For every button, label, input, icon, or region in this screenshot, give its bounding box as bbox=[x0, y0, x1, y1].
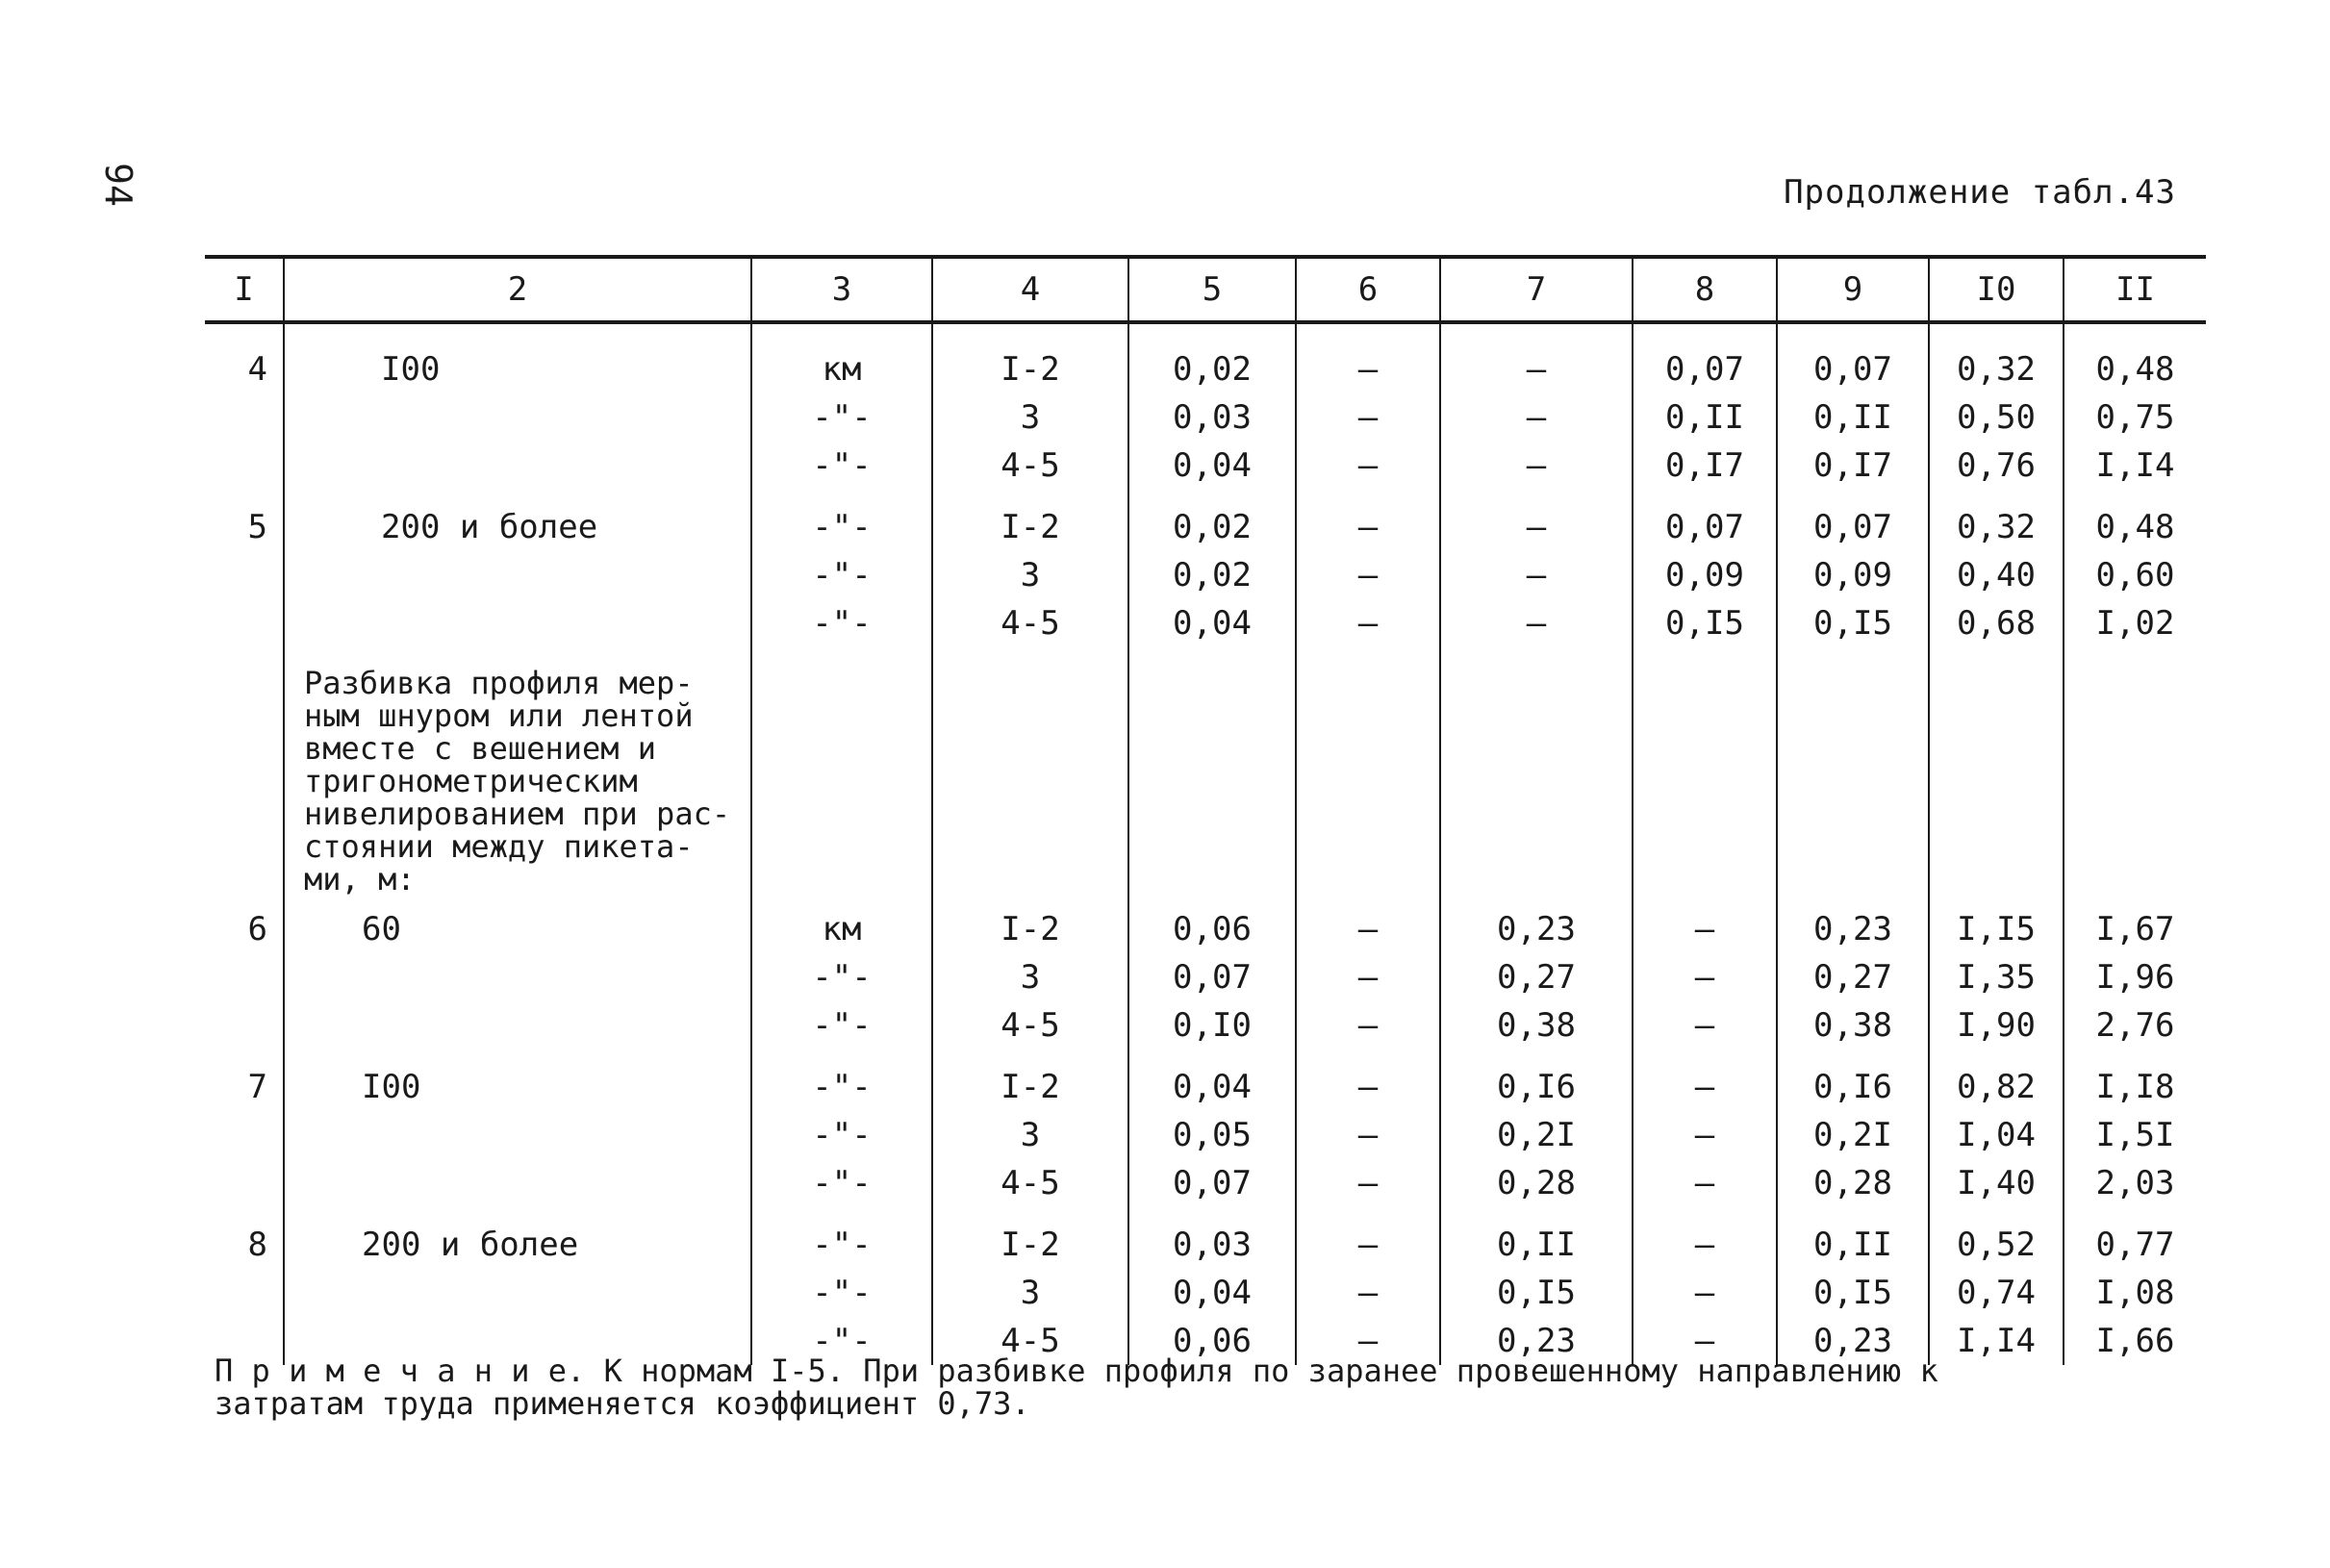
value-cell-c6: – bbox=[1296, 490, 1440, 551]
value-cell-c9: 0,38 bbox=[1777, 1001, 1929, 1050]
value-cell-unit: -"- bbox=[751, 1001, 932, 1050]
value-cell-c10: 0,82 bbox=[1929, 1050, 2064, 1111]
row-number-cell: 8 bbox=[247, 1226, 267, 1264]
value-cell-c8: – bbox=[1633, 1111, 1777, 1159]
column-header: I0 bbox=[1929, 257, 2064, 322]
value-cell-c10: 0,40 bbox=[1929, 551, 2064, 599]
work-name-cell bbox=[284, 393, 751, 442]
value-cell-c7: – bbox=[1440, 599, 1633, 647]
section-description-row bbox=[205, 647, 2206, 905]
value-cell-unit: км bbox=[751, 905, 932, 953]
value-cell-c6: – bbox=[1296, 1111, 1440, 1159]
column-header: II bbox=[2064, 257, 2206, 322]
empty-cell bbox=[1777, 647, 1929, 905]
table-row bbox=[205, 393, 2206, 442]
empty-cell bbox=[751, 647, 932, 905]
empty-cell bbox=[1296, 647, 1440, 905]
value-cell-unit: -"- bbox=[751, 393, 932, 442]
value-cell-c11: 0,48 bbox=[2064, 490, 2206, 551]
section-description: Разбивка профиля мер- ным шнуром или лентой вместе с вешением и тригонометрическим нивелированием при рас- стоянии между пикета- ми, м: bbox=[284, 647, 751, 905]
table-row bbox=[205, 551, 2206, 599]
norms-table bbox=[205, 255, 2206, 1365]
value-cell-c8: – bbox=[1633, 1001, 1777, 1050]
value-cell-c9: 0,2I bbox=[1777, 1111, 1929, 1159]
value-cell-cat: I-2 bbox=[932, 1050, 1128, 1111]
value-cell-c5: 0,03 bbox=[1128, 393, 1296, 442]
column-header: 5 bbox=[1128, 257, 1296, 322]
table-note: П р и м е ч а н и е. К нормам I-5. При разбивке профиля по заранее провешенному направлению к затратам труда применяется коэффициент 0,73. bbox=[215, 1353, 1938, 1422]
value-cell-c11: I,96 bbox=[2064, 953, 2206, 1001]
value-cell-c11: 0,75 bbox=[2064, 393, 2206, 442]
row-number-cell bbox=[205, 1111, 284, 1159]
empty-cell bbox=[1633, 647, 1777, 905]
table-row bbox=[205, 905, 2206, 953]
work-name-cell: I00 bbox=[284, 1050, 751, 1111]
row-number-cell: 4 bbox=[247, 350, 267, 389]
value-cell-unit: -"- bbox=[751, 1317, 932, 1365]
row-number-cell bbox=[205, 953, 284, 1001]
value-cell-c5: 0,04 bbox=[1128, 1050, 1296, 1111]
value-cell-c6: – bbox=[1296, 905, 1440, 953]
norms-table-container bbox=[205, 255, 2206, 1365]
table-row bbox=[205, 1111, 2206, 1159]
value-cell-unit: -"- bbox=[751, 1111, 932, 1159]
empty-cell bbox=[932, 647, 1128, 905]
column-header: 4 bbox=[932, 257, 1128, 322]
value-cell-c5: 0,06 bbox=[1128, 905, 1296, 953]
value-cell-cat: I-2 bbox=[932, 905, 1128, 953]
value-cell-c9: 0,27 bbox=[1777, 953, 1929, 1001]
row-number-cell bbox=[205, 1001, 284, 1050]
value-cell-c6: – bbox=[1296, 1317, 1440, 1365]
value-cell-unit: км bbox=[751, 322, 932, 393]
value-cell-c9: 0,I5 bbox=[1777, 1269, 1929, 1317]
work-name-cell bbox=[284, 599, 751, 647]
empty-cell bbox=[1128, 647, 1296, 905]
value-cell-c7: 0,23 bbox=[1440, 1317, 1633, 1365]
row-number-cell bbox=[205, 599, 284, 647]
value-cell-c5: 0,02 bbox=[1128, 551, 1296, 599]
value-cell-c11: I,67 bbox=[2064, 905, 2206, 953]
value-cell-c7: – bbox=[1440, 322, 1633, 393]
work-name-cell: I00 bbox=[284, 322, 751, 393]
value-cell-c10: 0,52 bbox=[1929, 1207, 2064, 1269]
value-cell-c7: 0,38 bbox=[1440, 1001, 1633, 1050]
column-header: I bbox=[205, 257, 284, 322]
value-cell-c7: – bbox=[1440, 442, 1633, 490]
value-cell-c9: 0,I6 bbox=[1777, 1050, 1929, 1111]
work-name-cell bbox=[284, 953, 751, 1001]
value-cell-cat: 3 bbox=[932, 953, 1128, 1001]
empty-cell bbox=[205, 647, 284, 905]
row-number-cell bbox=[205, 1159, 284, 1207]
value-cell-c9: 0,07 bbox=[1777, 490, 1929, 551]
work-name-cell bbox=[284, 551, 751, 599]
table-row bbox=[205, 1159, 2206, 1207]
value-cell-c9: 0,II bbox=[1777, 393, 1929, 442]
value-cell-c6: – bbox=[1296, 393, 1440, 442]
value-cell-c7: – bbox=[1440, 551, 1633, 599]
table-row bbox=[205, 599, 2206, 647]
value-cell-c9: 0,II bbox=[1777, 1207, 1929, 1269]
value-cell-c5: 0,04 bbox=[1128, 442, 1296, 490]
value-cell-c5: 0,04 bbox=[1128, 599, 1296, 647]
table-continuation-label: Продолжение табл.43 bbox=[1784, 173, 2176, 212]
value-cell-unit: -"- bbox=[751, 442, 932, 490]
work-name-cell bbox=[284, 1001, 751, 1050]
value-cell-c11: 2,03 bbox=[2064, 1159, 2206, 1207]
value-cell-c11: I,I8 bbox=[2064, 1050, 2206, 1111]
value-cell-cat: 4-5 bbox=[932, 1317, 1128, 1365]
value-cell-c10: 0,74 bbox=[1929, 1269, 2064, 1317]
empty-cell bbox=[2064, 647, 2206, 905]
value-cell-c11: I,08 bbox=[2064, 1269, 2206, 1317]
value-cell-c7: 0,23 bbox=[1440, 905, 1633, 953]
table-row bbox=[205, 1269, 2206, 1317]
row-number-cell bbox=[205, 442, 284, 490]
value-cell-c10: I,04 bbox=[1929, 1111, 2064, 1159]
row-number-cell bbox=[205, 393, 284, 442]
value-cell-c6: – bbox=[1296, 953, 1440, 1001]
work-name-cell: 60 bbox=[284, 905, 751, 953]
value-cell-c11: I,5I bbox=[2064, 1111, 2206, 1159]
value-cell-c9: 0,23 bbox=[1777, 1317, 1929, 1365]
value-cell-c5: 0,07 bbox=[1128, 953, 1296, 1001]
value-cell-c10: I,I5 bbox=[1929, 905, 2064, 953]
value-cell-c11: 2,76 bbox=[2064, 1001, 2206, 1050]
value-cell-c9: 0,09 bbox=[1777, 551, 1929, 599]
value-cell-c7: 0,I5 bbox=[1440, 1269, 1633, 1317]
work-name-cell bbox=[284, 442, 751, 490]
column-header: 3 bbox=[751, 257, 932, 322]
value-cell-c6: – bbox=[1296, 1207, 1440, 1269]
value-cell-c7: 0,28 bbox=[1440, 1159, 1633, 1207]
value-cell-c10: I,I4 bbox=[1929, 1317, 2064, 1365]
value-cell-cat: 4-5 bbox=[932, 599, 1128, 647]
value-cell-c6: – bbox=[1296, 1269, 1440, 1317]
column-header: 2 bbox=[284, 257, 751, 322]
table-row bbox=[205, 953, 2206, 1001]
value-cell-c8: 0,07 bbox=[1633, 322, 1777, 393]
work-name-cell: 200 и более bbox=[284, 1207, 751, 1269]
row-number-cell: 7 bbox=[247, 1068, 267, 1106]
row-number-cell: 5 bbox=[247, 508, 267, 546]
value-cell-c5: 0,02 bbox=[1128, 490, 1296, 551]
column-header: 8 bbox=[1633, 257, 1777, 322]
value-cell-c6: – bbox=[1296, 551, 1440, 599]
value-cell-c8: 0,II bbox=[1633, 393, 1777, 442]
work-name-cell bbox=[284, 1269, 751, 1317]
value-cell-cat: I-2 bbox=[932, 490, 1128, 551]
value-cell-cat: 4-5 bbox=[932, 1001, 1128, 1050]
row-number-cell bbox=[205, 551, 284, 599]
value-cell-unit: -"- bbox=[751, 599, 932, 647]
value-cell-c8: – bbox=[1633, 1269, 1777, 1317]
value-cell-unit: -"- bbox=[751, 551, 932, 599]
value-cell-c10: 0,32 bbox=[1929, 490, 2064, 551]
header-row bbox=[205, 257, 2206, 322]
value-cell-unit: -"- bbox=[751, 490, 932, 551]
value-cell-c5: 0,I0 bbox=[1128, 1001, 1296, 1050]
value-cell-c9: 0,07 bbox=[1777, 322, 1929, 393]
value-cell-c6: – bbox=[1296, 1001, 1440, 1050]
value-cell-c8: – bbox=[1633, 1159, 1777, 1207]
page-number: 94 bbox=[96, 163, 139, 207]
table-row bbox=[205, 1050, 2206, 1111]
value-cell-c9: 0,I5 bbox=[1777, 599, 1929, 647]
table-row bbox=[205, 1207, 2206, 1269]
table-row bbox=[205, 1001, 2206, 1050]
value-cell-c10: 0,68 bbox=[1929, 599, 2064, 647]
value-cell-c6: – bbox=[1296, 1050, 1440, 1111]
work-name-cell bbox=[284, 1159, 751, 1207]
value-cell-c5: 0,02 bbox=[1128, 322, 1296, 393]
value-cell-c7: 0,II bbox=[1440, 1207, 1633, 1269]
column-header: 9 bbox=[1777, 257, 1929, 322]
value-cell-c11: 0,48 bbox=[2064, 322, 2206, 393]
value-cell-c11: I,I4 bbox=[2064, 442, 2206, 490]
value-cell-c11: I,02 bbox=[2064, 599, 2206, 647]
value-cell-c11: 0,77 bbox=[2064, 1207, 2206, 1269]
value-cell-c5: 0,03 bbox=[1128, 1207, 1296, 1269]
table-row bbox=[205, 442, 2206, 490]
value-cell-c10: I,40 bbox=[1929, 1159, 2064, 1207]
row-number-cell: 6 bbox=[247, 910, 267, 948]
value-cell-cat: 4-5 bbox=[932, 442, 1128, 490]
value-cell-c8: – bbox=[1633, 1050, 1777, 1111]
value-cell-c8: 0,09 bbox=[1633, 551, 1777, 599]
value-cell-c8: – bbox=[1633, 1207, 1777, 1269]
value-cell-c8: – bbox=[1633, 905, 1777, 953]
table-row bbox=[205, 490, 2206, 551]
value-cell-c5: 0,05 bbox=[1128, 1111, 1296, 1159]
column-header: 7 bbox=[1440, 257, 1633, 322]
value-cell-c9: 0,I7 bbox=[1777, 442, 1929, 490]
value-cell-c6: – bbox=[1296, 322, 1440, 393]
value-cell-c6: – bbox=[1296, 1159, 1440, 1207]
value-cell-c7: – bbox=[1440, 393, 1633, 442]
value-cell-c6: – bbox=[1296, 442, 1440, 490]
work-name-cell bbox=[284, 1111, 751, 1159]
value-cell-c5: 0,06 bbox=[1128, 1317, 1296, 1365]
value-cell-c9: 0,23 bbox=[1777, 905, 1929, 953]
value-cell-c8: 0,I7 bbox=[1633, 442, 1777, 490]
value-cell-cat: 3 bbox=[932, 1111, 1128, 1159]
value-cell-unit: -"- bbox=[751, 953, 932, 1001]
value-cell-c10: 0,76 bbox=[1929, 442, 2064, 490]
value-cell-c11: I,66 bbox=[2064, 1317, 2206, 1365]
table-body bbox=[205, 322, 2206, 1365]
value-cell-c10: I,90 bbox=[1929, 1001, 2064, 1050]
work-name-cell: 200 и более bbox=[284, 490, 751, 551]
value-cell-cat: 3 bbox=[932, 1269, 1128, 1317]
value-cell-unit: -"- bbox=[751, 1050, 932, 1111]
value-cell-c9: 0,28 bbox=[1777, 1159, 1929, 1207]
row-number-cell bbox=[205, 1269, 284, 1317]
value-cell-cat: 3 bbox=[932, 393, 1128, 442]
value-cell-cat: I-2 bbox=[932, 1207, 1128, 1269]
value-cell-cat: I-2 bbox=[932, 322, 1128, 393]
empty-cell bbox=[1929, 647, 2064, 905]
value-cell-c10: I,35 bbox=[1929, 953, 2064, 1001]
value-cell-c10: 0,50 bbox=[1929, 393, 2064, 442]
value-cell-cat: 3 bbox=[932, 551, 1128, 599]
value-cell-c6: – bbox=[1296, 599, 1440, 647]
value-cell-unit: -"- bbox=[751, 1159, 932, 1207]
value-cell-c5: 0,07 bbox=[1128, 1159, 1296, 1207]
value-cell-c11: 0,60 bbox=[2064, 551, 2206, 599]
value-cell-unit: -"- bbox=[751, 1269, 932, 1317]
value-cell-c7: 0,I6 bbox=[1440, 1050, 1633, 1111]
value-cell-cat: 4-5 bbox=[932, 1159, 1128, 1207]
value-cell-c7: – bbox=[1440, 490, 1633, 551]
table-row bbox=[205, 322, 2206, 393]
column-header: 6 bbox=[1296, 257, 1440, 322]
value-cell-unit: -"- bbox=[751, 1207, 932, 1269]
value-cell-c5: 0,04 bbox=[1128, 1269, 1296, 1317]
value-cell-c8: 0,I5 bbox=[1633, 599, 1777, 647]
value-cell-c10: 0,32 bbox=[1929, 322, 2064, 393]
empty-cell bbox=[1440, 647, 1633, 905]
value-cell-c8: 0,07 bbox=[1633, 490, 1777, 551]
value-cell-c8: – bbox=[1633, 1317, 1777, 1365]
value-cell-c8: – bbox=[1633, 953, 1777, 1001]
value-cell-c7: 0,27 bbox=[1440, 953, 1633, 1001]
value-cell-c7: 0,2I bbox=[1440, 1111, 1633, 1159]
